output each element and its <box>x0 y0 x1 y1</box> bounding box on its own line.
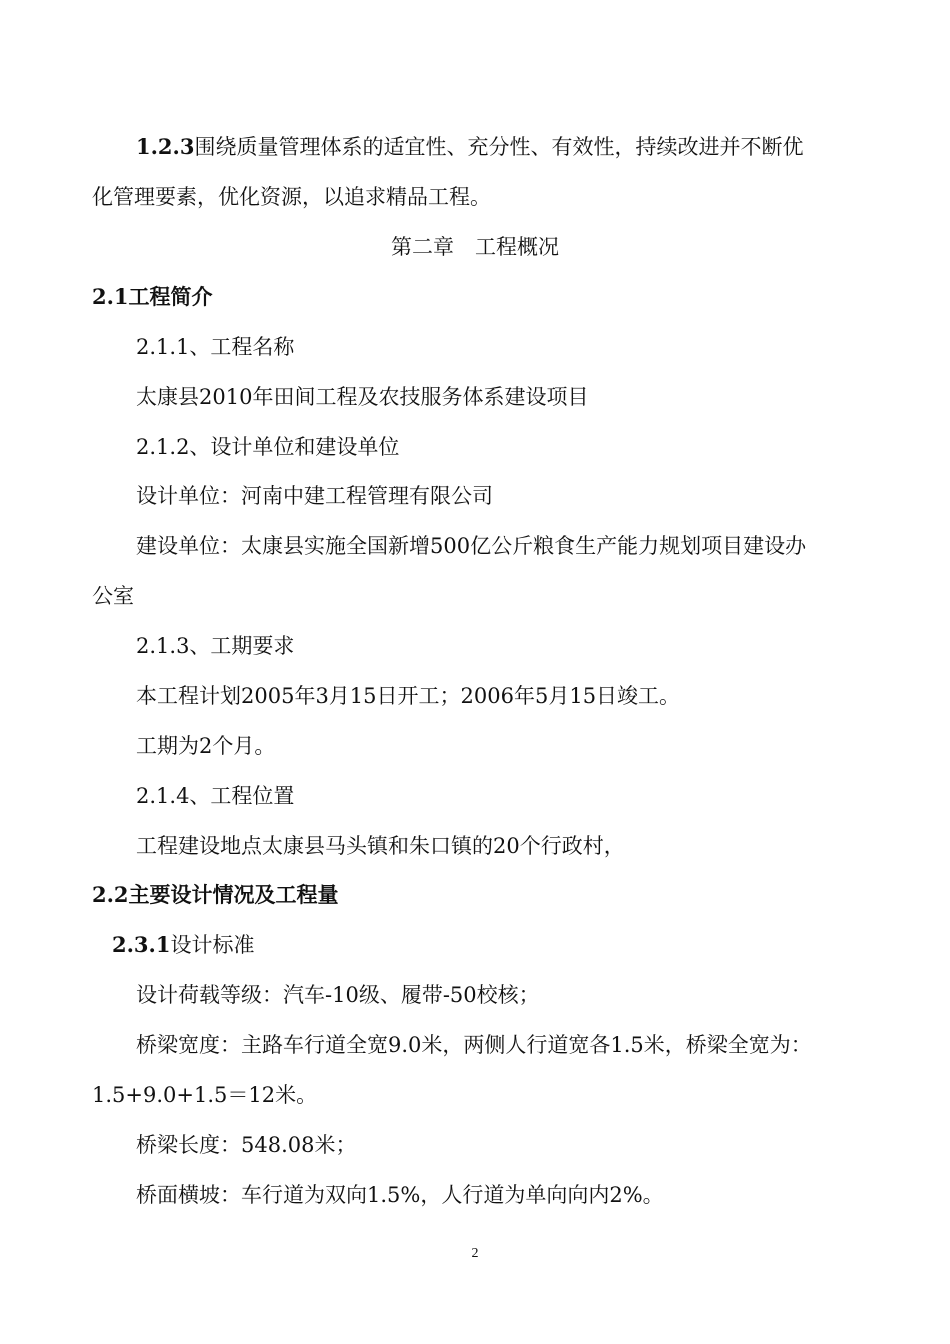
subheading-2-1-1 <box>136 332 294 362</box>
subheading-2-1-2: 2.1.2、设计单位和建设单位 <box>136 435 400 459</box>
design-unit: 设计单位：河南中建工程管理有限公司 <box>136 484 493 508</box>
location: 工程建设地点太康县马头镇和朱口镇的20个行政村， <box>136 834 625 858</box>
build-unit-line2: 公室 <box>92 584 134 608</box>
subheading-text: 2.1.1、工程名称 <box>136 335 295 359</box>
subheading-2-3-1 <box>112 930 254 960</box>
subheading-2-1-4: 2.1.4、工程位置 <box>136 784 295 808</box>
bridge-width-line1: 桥梁宽度：主路车行道全宽9.0米，两侧人行道宽各1.5米，桥梁全宽为： <box>136 1033 812 1057</box>
paragraph-1-2-3-line1 <box>136 132 803 162</box>
section-heading-2-2: 2.2主要设计情况及工程量 <box>92 882 339 907</box>
schedule: 本工程计划2005年3月15日开工；2006年5月15日竣工。 <box>136 684 681 708</box>
bridge-width-line2: 1.5+9.0+1.5＝12米。 <box>92 1083 318 1107</box>
deck-slope: 桥面横坡：车行道为双向1.5%，人行道为单向向内2%。 <box>136 1183 664 1207</box>
section-heading-2-1: 2.1工程简介 <box>92 284 213 309</box>
clause-text: 围绕质量管理体系的适宜性、充分性、有效性，持续改进并不断优 <box>194 135 804 159</box>
bridge-length: 桥梁长度：548.08米； <box>136 1133 357 1157</box>
clause-number: 1.2.3 <box>136 134 195 159</box>
build-unit-line1: 建设单位：太康县实施全国新增500亿公斤粮食生产能力规划项目建设办 <box>136 534 807 558</box>
design-load: 设计荷载等级：汽车-10级、履带-50校核； <box>136 983 540 1007</box>
chapter-title: 第二章 工程概况 <box>391 235 559 259</box>
duration: 工期为2个月。 <box>136 734 276 758</box>
paragraph-1-2-3-line2: 化管理要素，优化资源，以追求精品工程。 <box>92 185 491 209</box>
clause-number: 2.3.1 <box>112 932 171 957</box>
project-name: 太康县2010年田间工程及农技服务体系建设项目 <box>136 385 589 409</box>
page-number: 2 <box>471 1246 479 1261</box>
clause-text: 设计标准 <box>170 933 255 957</box>
subheading-2-1-3: 2.1.3、工期要求 <box>136 634 295 658</box>
